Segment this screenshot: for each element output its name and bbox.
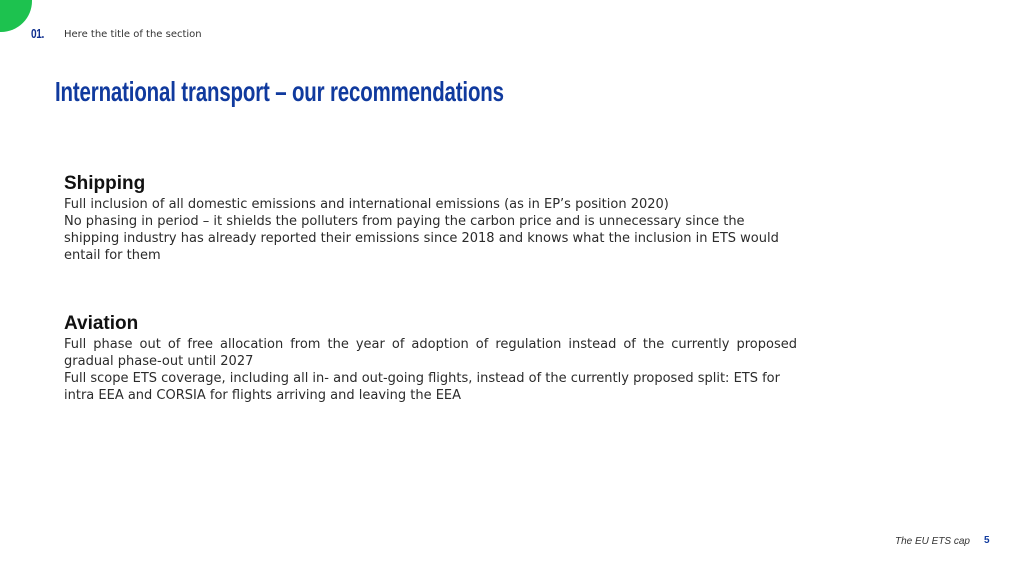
page-title: International transport – our recommendations [55, 76, 504, 107]
aviation-section [64, 313, 797, 404]
shipping-heading: Shipping [64, 173, 146, 194]
page-number: 5 [984, 535, 990, 546]
section-number: 01. [31, 26, 44, 41]
aviation-paragraph: Full scope ETS coverage, including all in- and out-going flights, instead of the currently proposed split: ETS for intra EEA and CORSIA for flights arriving and leaving the EEA [64, 371, 780, 403]
aviation-paragraph: Full phase out of free allocation from the year of adoption of regulation instead of the currently proposed gradual phase-out until 2027 [64, 337, 797, 369]
footer-deck-title: The EU ETS cap [894, 536, 970, 547]
shipping-paragraph: Full inclusion of all domestic emissions and international emissions (as in EP’s position 2020) [64, 197, 669, 212]
section-title: Here the title of the section [64, 29, 202, 40]
corner-accent-circle [0, 0, 32, 32]
aviation-heading: Aviation [64, 313, 139, 334]
shipping-section [64, 173, 797, 264]
shipping-paragraph: No phasing in period – it shields the polluters from paying the carbon price and is unnecessary since the shipping industry has already reported their emissions since 2018 and knows what the inclusion in ETS would entail for them [64, 214, 779, 263]
